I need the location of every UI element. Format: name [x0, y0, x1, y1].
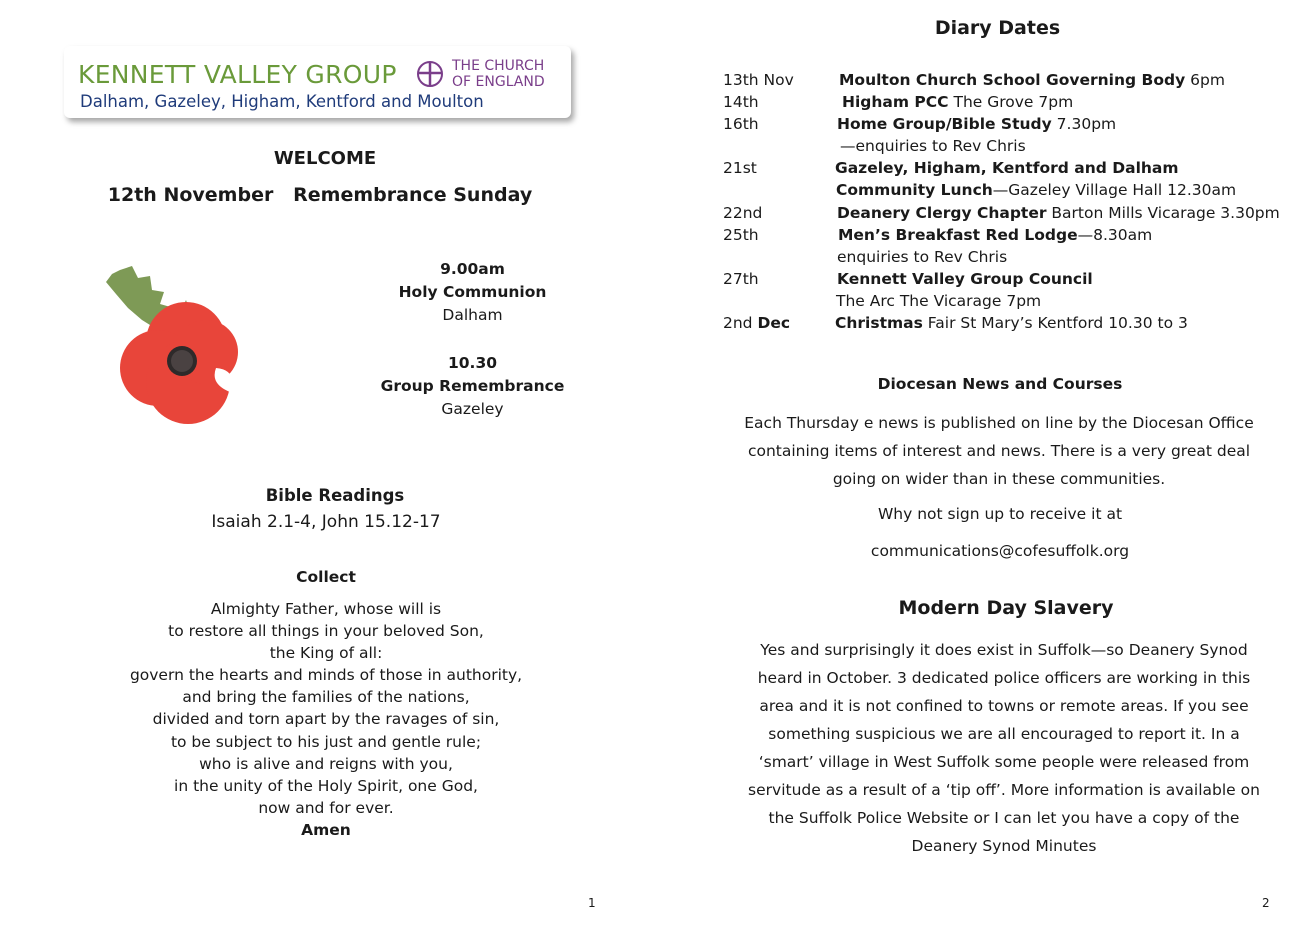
- diary-detail: 6pm: [1185, 71, 1225, 89]
- collect-line: now and for ever.: [258, 798, 394, 817]
- diary-date: 14th: [723, 93, 759, 112]
- diary-row: [723, 290, 1313, 312]
- diary-event: Home Group/Bible Study: [837, 115, 1052, 134]
- diary-event: Deanery Clergy Chapter: [837, 203, 1047, 222]
- diary-row: [723, 179, 1313, 201]
- diary-row: [723, 224, 1313, 246]
- modern-slavery-text: Yes and surprisingly it does exist in Suffolk—so Deanery Synod heard in October. 3 dedicated police officers are working in this area and it is not confined to towns or remote areas. If you see something suspicious we are all encouraged to report it. In a ‘smart’ village in West Suffolk some people were released from servitude as a result of a ‘tip off’. More information is available on the Suffolk Police Website or I can let you have a copy of the Deanery Synod Minutes: [748, 641, 1260, 855]
- collect-line: to be subject to his just and gentle rule;: [170, 732, 482, 751]
- diary-row: [723, 246, 1313, 268]
- diary-date: 2nd: [723, 314, 758, 333]
- diary-row: [723, 135, 1313, 157]
- service-subtitle: 12th November Remembrance Sunday: [107, 184, 533, 206]
- service-1-name: Holy Communion: [398, 283, 547, 301]
- collect-title: Collect: [296, 568, 356, 586]
- logo-group-name: KENNETT VALLEY GROUP: [78, 60, 397, 89]
- diary-event: Gazeley, Higham, Kentford and Dalham: [835, 159, 1179, 178]
- diary-detail: The Grove 7pm: [948, 93, 1074, 112]
- diary-detail: enquiries to Rev Chris: [837, 247, 1008, 266]
- bible-readings-title: Bible Readings: [265, 486, 405, 505]
- diocesan-news-title: Diocesan News and Courses: [877, 375, 1123, 393]
- logo-church-line1: THE CHURCH: [452, 58, 545, 74]
- diary-date: 13th Nov: [723, 71, 794, 89]
- diary-event: Community Lunch: [836, 181, 993, 200]
- logo-church-line2: OF ENGLAND: [452, 74, 545, 90]
- service-2-time: 10.30: [447, 354, 498, 372]
- collect-line: divided and torn apart by the ravages of sin,: [152, 710, 500, 729]
- diary-date: 22nd: [723, 203, 763, 222]
- diary-event: Men’s Breakfast Red Lodge: [838, 225, 1078, 244]
- service-2-place: Gazeley: [441, 400, 504, 418]
- collect-line: the King of all:: [269, 644, 383, 663]
- diary-row: [723, 312, 1313, 334]
- page-number-2: 2: [1262, 896, 1270, 910]
- collect-line: who is alive and reigns with you,: [199, 754, 453, 773]
- service-1-place: Dalham: [442, 306, 503, 324]
- diary-row: [723, 113, 1313, 135]
- diary-event: Kennett Valley Group Council: [837, 269, 1093, 288]
- diocesan-news-text: Each Thursday e news is published on line by the Diocesan Office containing items of interest and news. There is a very great deal going on wider than in these communities.: [744, 414, 1254, 488]
- collect-line: in the unity of the Holy Spirit, one God,: [174, 776, 478, 795]
- diocesan-email: communications@cofesuffolk.org: [870, 542, 1130, 560]
- diary-date: 25th: [723, 225, 759, 244]
- modern-slavery-title: Modern Day Slavery: [898, 597, 1114, 619]
- bible-readings-text: Isaiah 2.1-4, John 15.12-17: [211, 512, 441, 532]
- diary-row: [723, 69, 1313, 91]
- diary-row: [723, 202, 1313, 224]
- diocesan-signup-text: Why not sign up to receive it at: [877, 505, 1123, 523]
- diary-date-month: Dec: [757, 314, 791, 333]
- collect-line: and bring the families of the nations,: [182, 688, 470, 707]
- page-number-1: 1: [588, 896, 596, 910]
- diary-detail: Barton Mills Vicarage 3.30pm: [1046, 203, 1280, 222]
- diary-detail: Fair St Mary’s Kentford 10.30 to 3: [922, 314, 1188, 333]
- diary-date: 21st: [723, 159, 757, 178]
- diary-date: 16th: [723, 115, 759, 134]
- collect-line: Almighty Father, whose will is: [210, 600, 442, 618]
- diary-date: 27th: [723, 269, 759, 288]
- collect-line: to restore all things in your beloved Son,: [168, 622, 484, 641]
- diary-detail: —enquiries to Rev Chris: [840, 137, 1026, 156]
- diary-event: Christmas: [835, 314, 923, 333]
- diary-detail: The Arc The Vicarage 7pm: [836, 291, 1042, 310]
- collect-line: govern the hearts and minds of those in authority,: [129, 666, 523, 685]
- service-1-time: 9.00am: [440, 260, 505, 278]
- diary-row: [723, 91, 1313, 113]
- diary-row: [723, 268, 1313, 290]
- diary-list: [723, 69, 1313, 334]
- service-2-name: Group Remembrance: [380, 377, 565, 395]
- diary-detail: 7.30pm: [1051, 115, 1117, 134]
- diary-event: Moulton Church School Governing Body: [839, 71, 1186, 89]
- diary-detail: —Gazeley Village Hall 12.30am: [992, 181, 1237, 200]
- diary-dates-title: Diary Dates: [934, 17, 1061, 39]
- diary-event: Higham PCC: [842, 93, 949, 112]
- welcome-heading: WELCOME: [273, 148, 377, 169]
- diary-detail: —8.30am: [1077, 225, 1153, 244]
- logo-parishes: Dalham, Gazeley, Higham, Kentford and Moulton: [80, 92, 484, 111]
- collect-amen: Amen: [301, 820, 351, 839]
- diary-row: [723, 157, 1313, 179]
